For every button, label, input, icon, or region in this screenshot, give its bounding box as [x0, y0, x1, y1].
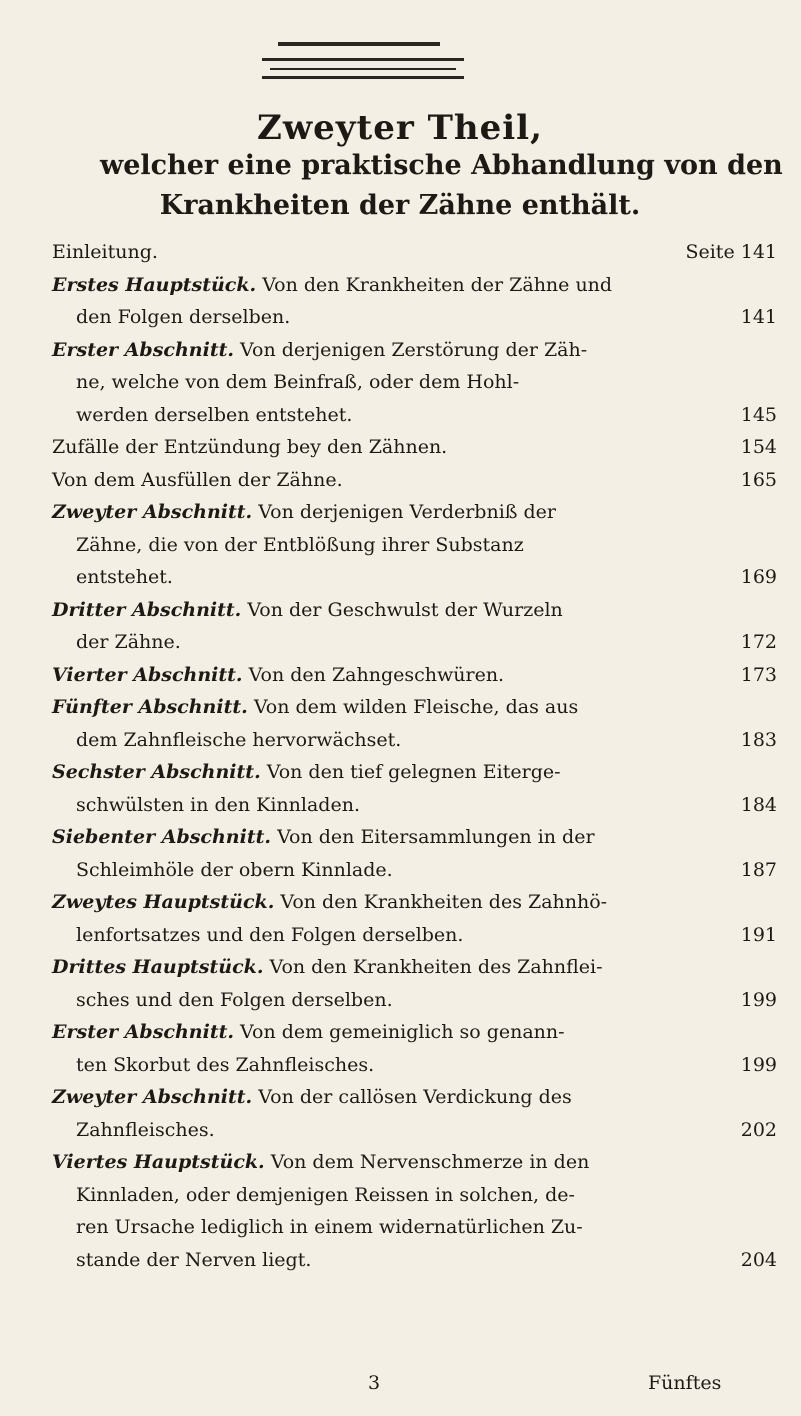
toc-page-number: 199 [740, 1053, 777, 1076]
toc-entry-text: stande der Nerven liegt. [76, 1248, 312, 1271]
toc-page-number: 172 [740, 631, 777, 653]
toc-entry-text: sches und den Folgen derselben. [76, 988, 393, 1011]
toc-entry-continuation [52, 366, 777, 399]
toc-entry-continuation [52, 1049, 777, 1082]
toc-entry-first-line [52, 756, 777, 789]
toc-entry-first-line [52, 236, 777, 269]
toc-page-number: Seite 141 [685, 241, 777, 263]
toc-entry-text: Zähne, die von der Entblößung ihrer Substanz [76, 533, 524, 556]
toc-entry-text: Von den Krankheiten des Zahnflei- [269, 956, 603, 978]
toc-entry-continuation [52, 1179, 777, 1212]
toc-entry-text: Von derjenigen Verderbniß der [258, 501, 557, 523]
toc-page-number: 191 [740, 923, 777, 946]
toc-entry-first-line [52, 496, 777, 529]
toc-entry-text: Von dem Ausfüllen der Zähne. [52, 468, 343, 491]
toc-entry-text: Schleimhöle der obern Kinnlade. [76, 858, 393, 881]
toc-page-number: 154 [740, 436, 777, 458]
toc-entry-continuation [52, 399, 777, 432]
toc-entry-text: entstehet. [76, 566, 173, 588]
toc-entry-first-line [52, 1081, 777, 1114]
toc-entry [52, 431, 777, 464]
toc-entry-first-line [52, 269, 777, 302]
toc-entry-text: schwülsten in den Kinnladen. [76, 793, 360, 816]
toc-entry-first-line [52, 431, 777, 464]
toc-entry [52, 496, 777, 594]
toc-entry [52, 1146, 777, 1276]
toc-entry-text: Von der callösen Verdickung des [258, 1086, 572, 1108]
toc-entry-text: Zufälle der Entzündung bey den Zähnen. [52, 436, 448, 458]
toc-entry [52, 691, 777, 756]
toc-entry [52, 594, 777, 659]
toc-entry [52, 236, 777, 269]
toc-entry-text: Von derjenigen Zerstörung der Zäh- [240, 338, 588, 361]
toc-entry-text: ren Ursache lediglich in einem widernatürlichen Zu- [76, 1216, 583, 1238]
toc-entry-label: Dritter Abschnitt. [52, 598, 242, 621]
toc-entry-text: Von den tief gelegnen Eiterge- [266, 761, 561, 783]
toc-entry-continuation [52, 561, 777, 594]
toc-entry-label: Zweyter Abschnitt. [52, 1086, 253, 1108]
toc-entry [52, 886, 777, 951]
toc-entry-first-line [52, 334, 777, 367]
toc-entry [52, 1016, 777, 1081]
toc-entry-text: lenfortsatzes und den Folgen derselben. [76, 923, 464, 946]
toc-page-number: 141 [740, 306, 777, 328]
toc-entry-label: Viertes Hauptstück. [52, 1151, 265, 1173]
toc-entry-continuation [52, 789, 777, 822]
toc-entry-text: Von dem wilden Fleische, das aus [253, 696, 579, 718]
toc-entry-text: Von den Eitersammlungen in der [277, 826, 595, 848]
toc-entry-label: Vierter Abschnitt. [52, 663, 243, 686]
toc-entry [52, 821, 777, 886]
toc-entry-text: ne, welche von dem Beinfraß, oder dem Hohl- [76, 371, 520, 393]
toc-entry [52, 1081, 777, 1146]
toc-page-number: 204 [740, 1248, 777, 1271]
toc-entry-text: den Folgen derselben. [76, 306, 291, 328]
toc-entry-text: Von der Geschwulst der Wurzeln [247, 598, 563, 621]
toc-entry-continuation [52, 1244, 777, 1277]
toc-entry-text: der Zähne. [76, 631, 181, 653]
toc-entry-text: ten Skorbut des Zahnfleisches. [76, 1053, 375, 1076]
signature-mark: 3 [368, 1372, 381, 1394]
toc-entry [52, 269, 777, 334]
toc-entry-text: Von dem gemeiniglich so genann- [240, 1021, 565, 1043]
toc-entry-continuation [52, 626, 777, 659]
table-of-contents [52, 236, 777, 1276]
toc-entry [52, 659, 777, 692]
toc-entry-label: Fünfter Abschnitt. [52, 696, 248, 718]
toc-entry-label: Siebenter Abschnitt. [52, 826, 272, 848]
toc-entry-text: Von den Krankheiten des Zahnhö- [280, 891, 608, 913]
toc-entry-continuation [52, 1114, 777, 1147]
toc-entry-continuation [52, 854, 777, 887]
toc-entry-text: Kinnladen, oder demjenigen Reissen in solchen, de- [76, 1183, 575, 1206]
toc-entry [52, 951, 777, 1016]
toc-entry-first-line [52, 1146, 777, 1179]
decorative-rule [262, 76, 464, 79]
toc-entry-first-line [52, 594, 777, 627]
decorative-rule [278, 42, 440, 46]
toc-entry-first-line [52, 951, 777, 984]
toc-entry-first-line [52, 1016, 777, 1049]
toc-entry-continuation [52, 984, 777, 1017]
toc-entry-continuation [52, 1211, 777, 1244]
toc-page-number: 199 [740, 988, 777, 1011]
toc-entry-first-line [52, 886, 777, 919]
toc-page-number: 202 [740, 1118, 777, 1141]
toc-page-number: 165 [740, 468, 777, 491]
toc-page-number: 187 [740, 858, 777, 881]
catchword: Fünftes [648, 1372, 722, 1394]
toc-entry-continuation [52, 919, 777, 952]
toc-page-number: 145 [740, 403, 777, 426]
toc-entry-label: Zweytes Hauptstück. [52, 891, 275, 913]
toc-entry-label: Erstes Hauptstück. [52, 273, 257, 296]
toc-page-number: 183 [740, 728, 777, 751]
toc-page-number: 184 [740, 793, 777, 816]
toc-entry-text: Einleitung. [52, 241, 158, 263]
toc-entry-label: Erster Abschnitt. [52, 1021, 234, 1043]
toc-entry-label: Zweyter Abschnitt. [52, 501, 253, 523]
toc-entry-text: Von den Zahngeschwüren. [248, 663, 505, 686]
toc-entry [52, 334, 777, 432]
toc-entry-text: dem Zahnfleische hervorwächset. [76, 728, 402, 751]
toc-entry-label: Drittes Hauptstück. [52, 956, 264, 978]
toc-entry [52, 756, 777, 821]
part-subtitle-line-2: Krankheiten der Zähne enthält. [159, 190, 641, 221]
toc-entry-first-line [52, 821, 777, 854]
toc-entry-label: Sechster Abschnitt. [52, 761, 261, 783]
toc-entry [52, 464, 777, 497]
toc-entry-continuation [52, 724, 777, 757]
decorative-rule [270, 68, 456, 70]
toc-entry-text: werden derselben entstehet. [76, 403, 353, 426]
toc-entry-first-line [52, 464, 777, 497]
toc-entry-continuation [52, 529, 777, 562]
toc-entry-first-line [52, 691, 777, 724]
toc-entry-text: Zahnfleisches. [76, 1118, 215, 1141]
decorative-rule [262, 58, 464, 61]
part-title: Zweyter Theil, [257, 108, 543, 148]
toc-page-number: 169 [740, 566, 777, 588]
toc-entry-label: Erster Abschnitt. [52, 338, 234, 361]
part-subtitle-line-1: welcher eine praktische Abhandlung von den [100, 150, 783, 181]
toc-page-number: 173 [740, 663, 777, 686]
toc-entry-text: Von dem Nervenschmerze in den [270, 1151, 590, 1173]
toc-entry-text: Von den Krankheiten der Zähne und [262, 273, 613, 296]
toc-entry-continuation [52, 301, 777, 334]
toc-entry-first-line [52, 659, 777, 692]
